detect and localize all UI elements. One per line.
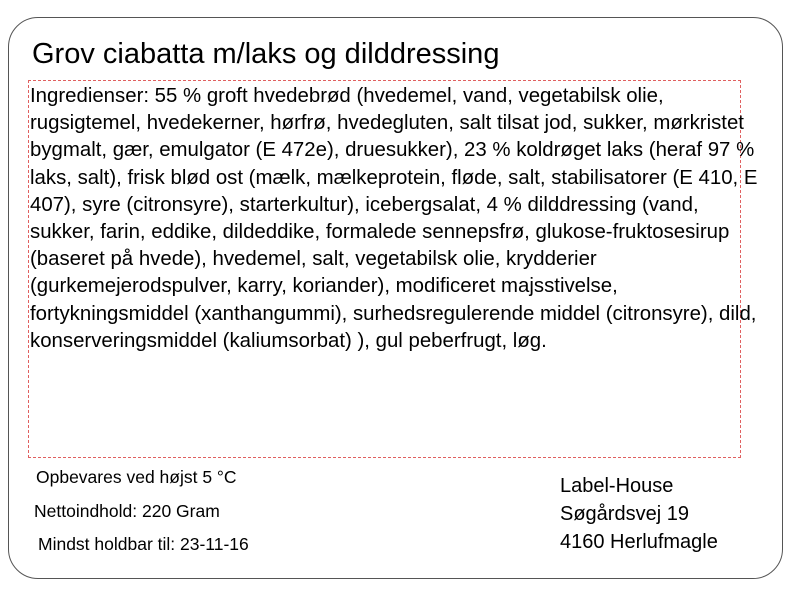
best-before-date: Mindst holdbar til: 23-11-16 (38, 534, 249, 554)
ingredients-text: Ingredienser: 55 % groft hvedebrød (hvedemel, vand, vegetabilsk olie, rugsigtemel, hvedekerner, hørfrø, hvedegluten, salt tilsat jod, sukker, mørkristet bygmalt, gær, emulgator (E 472e), druesukker), 23 % koldrøget laks (heraf 97 % laks, salt), frisk blød ost (mælk, mælkeprotein, fløde, salt, stabilisatorer (E 410, E 407), syre (citronsyre), starterkultur), icebergsalat, 4 % dilddressing (vand, sukker, farin, eddike, dildeddike, formalede sennepsfrø, glukose-fruktosesirup (baseret på hvede), hvedemel, salt, vegetabilsk olie, krydderier (gurkemejerodspulver, karry, koriander), modificeret majsstivelse, fortykningsmiddel (xanthangummi), surhedsregulerende middel (citronsyre), dild, konserveringsmiddel (kaliumsorbat) ), gul peberfrugt, løg. (30, 85, 758, 352)
street-address: Søgårdsvej 19 (560, 503, 689, 525)
city-address: 4160 Herlufmagle (560, 531, 718, 553)
company-name: Label-House (560, 475, 674, 497)
storage-instructions: Opbevares ved højst 5 °C (36, 467, 237, 487)
product-title: Grov ciabatta m/laks og dilddressing (32, 38, 500, 70)
net-content: Nettoindhold: 220 Gram (34, 501, 220, 521)
manufacturer-address (560, 472, 718, 556)
